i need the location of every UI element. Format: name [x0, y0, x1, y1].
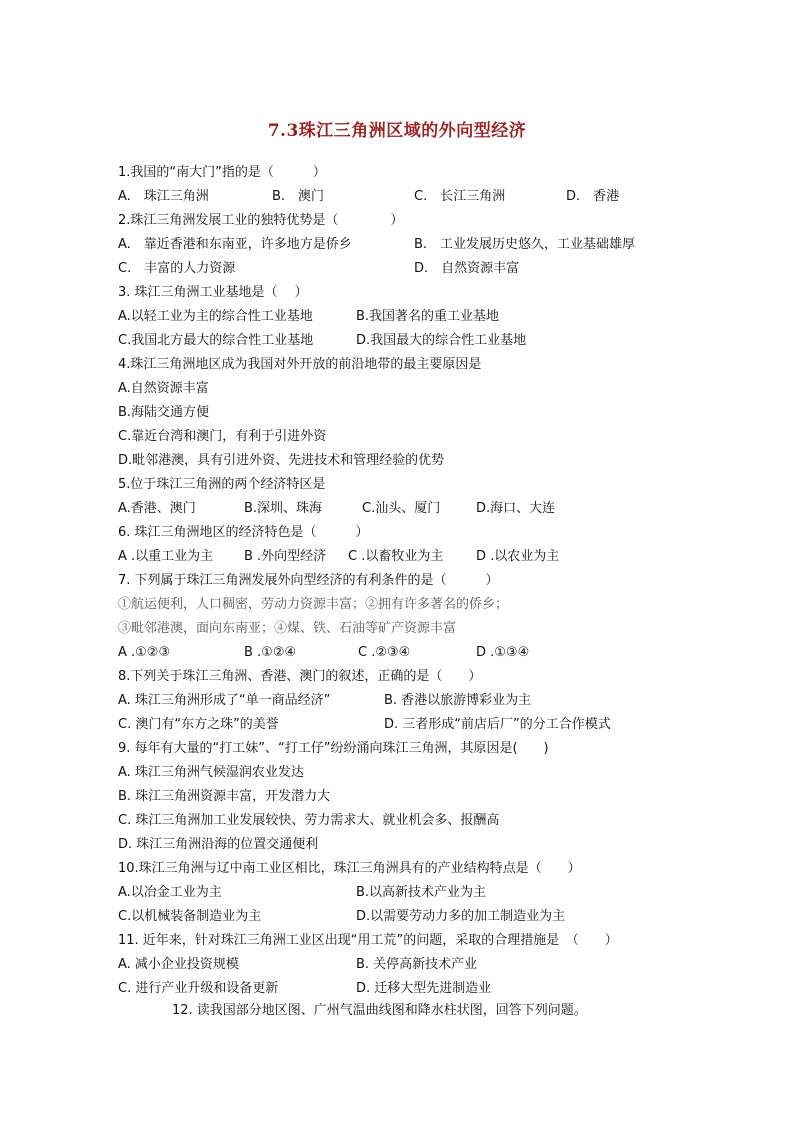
answer-option: A .以重工业为主 — [118, 549, 214, 564]
question-text: D.毗邻港澳，具有引进外资、先进技术和管理经验的优势 — [118, 453, 445, 468]
answer-option: D .以农业为主 — [476, 549, 560, 564]
page-title: 7.3珠江三角洲区域的外向型经济 — [267, 121, 527, 141]
answer-option: B.深圳、珠海 — [244, 501, 323, 516]
answer-option: B. 工业发展历史悠久，工业基础雄厚 — [414, 237, 636, 252]
answer-option: D.我国最大的综合性工业基地 — [356, 333, 527, 348]
question-text: 1.我国的“南大门”指的是（ ） — [118, 165, 326, 180]
answer-option: B. 香港以旅游博彩业为主 — [384, 693, 532, 708]
question-text: B. 珠江三角洲资源丰富，开发潜力大 — [118, 789, 331, 804]
answer-option: B. 澳门 — [272, 189, 325, 204]
answer-option: D.海口、大连 — [476, 501, 556, 516]
answer-option: D. 三者形成“前店后厂”的分工合作模式 — [384, 717, 611, 732]
question-text: B.海陆交通方便 — [118, 405, 210, 420]
question-text: D. 珠江三角洲沿海的位置交通便利 — [118, 837, 319, 852]
question-text: 10.珠江三角洲与辽中南工业区相比，珠江三角洲具有的产业结构特点是（ ） — [118, 861, 581, 876]
answer-option: A. 珠江三角洲 — [118, 189, 209, 204]
question-text: 8.下列关于珠江三角洲、香港、澳门的叙述，正确的是（ ） — [118, 669, 482, 684]
answer-option: A. 靠近香港和东南亚，许多地方是侨乡 — [118, 237, 352, 252]
question-text: 5.位于珠江三角洲的两个经济特区是 — [118, 477, 326, 492]
question-text: A. 珠江三角洲气候湿润农业发达 — [118, 765, 304, 780]
question-text: ③毗邻港澳，面向东南亚；④煤、铁、石油等矿产资源丰富 — [118, 621, 457, 636]
answer-option: C. 澳门有“东方之珠”的美誉 — [118, 717, 279, 732]
answer-option: A. 珠江三角洲形成了“单一商品经济” — [118, 693, 331, 708]
question-text: 2.珠江三角洲发展工业的独特优势是（ ） — [118, 213, 404, 228]
question-text: C.靠近台湾和澳门，有利于引进外资 — [118, 429, 327, 444]
answer-option: B.我国著名的重工业基地 — [356, 309, 500, 324]
answer-option: C.以机械装备制造业为主 — [118, 909, 262, 924]
question-text: 11. 近年来，针对珠江三角洲工业区出现“用工荒”的问题，采取的合理措施是 （ ） — [118, 933, 618, 948]
question-text: C. 珠江三角洲加工业发展较快、劳力需求大、就业机会多、报酬高 — [118, 813, 500, 828]
answer-option: B.以高新技术产业为主 — [356, 885, 487, 900]
answer-option: D. 香港 — [566, 189, 620, 204]
question-text: ①航运便利，人口稠密，劳动力资源丰富；②拥有许多著名的侨乡； — [118, 597, 509, 612]
answer-option: C. 丰富的人力资源 — [118, 261, 236, 276]
answer-option: D.以需要劳动力多的加工制造业为主 — [356, 909, 566, 924]
question-text: 6. 珠江三角洲地区的经济特色是（ ） — [118, 525, 369, 540]
answer-option: C.我国北方最大的综合性工业基地 — [118, 333, 314, 348]
question-text: 3. 珠江三角洲工业基地是（ ） — [118, 285, 308, 300]
question-text: A.自然资源丰富 — [118, 381, 209, 396]
question-text: 12. 读我国部分地区图、广州气温曲线图和降水柱状图，回答下列问题。 — [172, 1003, 587, 1018]
answer-option: C .以畜牧业为主 — [348, 549, 444, 564]
question-text: 9. 每年有大量的“打工妹”、“打工仔”纷纷涌向珠江三角洲，其原因是( ) — [118, 741, 549, 756]
answer-option: A.以冶金工业为主 — [118, 885, 222, 900]
answer-option: D. 自然资源丰富 — [414, 261, 520, 276]
question-text: 4.珠江三角洲地区成为我国对外开放的前沿地带的最主要原因是 — [118, 357, 482, 372]
answer-option: C. 长江三角洲 — [414, 189, 506, 204]
answer-option: C. 进行产业升级和设备更新 — [118, 981, 279, 996]
answer-option: C .②③④ — [358, 645, 411, 660]
answer-option: D .①③④ — [476, 645, 530, 660]
answer-option: B. 关停高新技术产业 — [356, 957, 478, 972]
question-text: 7. 下列属于珠江三角洲发展外向型经济的有利条件的是（ ） — [118, 573, 499, 588]
answer-option: A. 减小企业投资规模 — [118, 957, 239, 972]
answer-option: B .①②④ — [244, 645, 297, 660]
answer-option: A.香港、澳门 — [118, 501, 196, 516]
answer-option: A .①②③ — [118, 645, 171, 660]
answer-option: D. 迁移大型先进制造业 — [356, 981, 492, 996]
answer-option: C.汕头、厦门 — [362, 501, 441, 516]
answer-option: B .外向型经济 — [244, 549, 327, 564]
answer-option: A.以轻工业为主的综合性工业基地 — [118, 309, 313, 324]
